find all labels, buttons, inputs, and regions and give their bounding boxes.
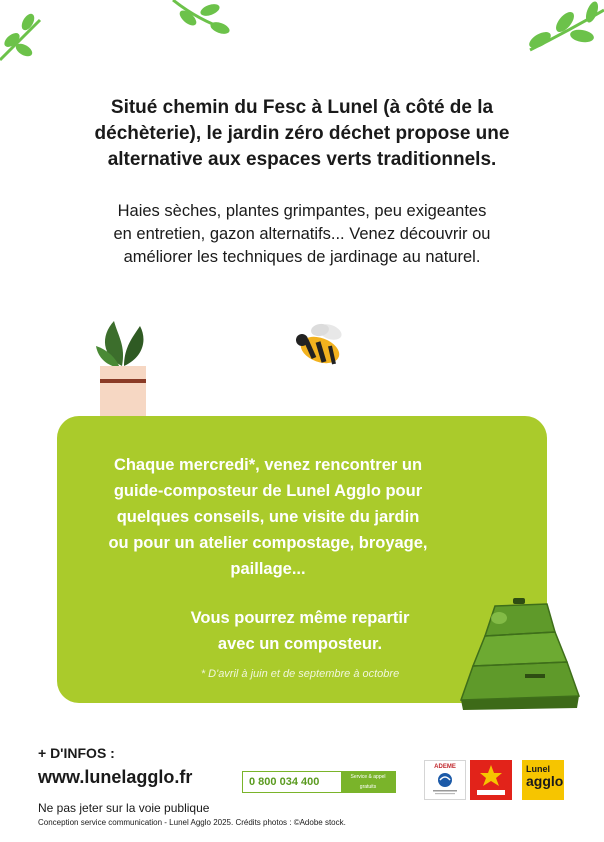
card-line: Vous pourrez même repartir — [190, 609, 410, 627]
card-footnote: * D'avril à juin et de septembre à octobre — [200, 668, 400, 680]
lunel-logo-line2: agglo — [526, 773, 564, 789]
card-line: avec un composteur. — [217, 635, 383, 653]
potted-plant-icon — [92, 316, 152, 420]
card-text-composter — [140, 605, 460, 657]
card-line: paillage... — [230, 560, 306, 578]
leaf-branch-center-icon — [168, 0, 238, 40]
ademe-logo — [424, 760, 466, 800]
intro-line: alternative aux espaces verts traditionnels. — [107, 149, 497, 170]
description-line: améliorer les techniques de jardinage au naturel. — [123, 248, 481, 266]
composter-icon — [455, 596, 583, 712]
website-link[interactable]: www.lunelagglo.fr — [38, 767, 193, 787]
cross-occitan-icon — [471, 761, 511, 799]
description-line: en entretien, gazon alternatifs... Venez découvrir ou — [113, 225, 491, 243]
lunel-logo-line1: Lunel — [526, 764, 550, 774]
credits-text: Conception service communication - Lunel Agglo 2025. Crédits photos : ©Adobe stock. — [38, 818, 346, 827]
intro-line: déchèterie), le jardin zéro déchet propose une — [94, 123, 510, 144]
phone-tag: Service & appel gratuits — [341, 772, 395, 792]
leaf-branch-left-icon — [0, 0, 70, 70]
ademe-emblem-icon — [425, 770, 465, 796]
card-line: Chaque mercredi*, venez rencontrer un — [113, 456, 423, 474]
leaf-branch-right-icon — [520, 0, 604, 60]
phone-badge[interactable] — [242, 771, 396, 793]
intro-text — [40, 95, 564, 173]
intro-line: Situé chemin du Fesc à Lunel (à côté de la — [110, 97, 494, 118]
phone-number: 0 800 034 400 — [249, 776, 320, 788]
card-line: quelques conseils, une visite du jardin — [116, 508, 420, 526]
disclaimer-text: Ne pas jeter sur la voie publique — [38, 801, 210, 815]
description-line: Haies sèches, plantes grimpantes, peu exigeantes — [117, 202, 487, 220]
bee-icon — [292, 322, 352, 368]
card-line: ou pour un atelier compostage, broyage, — [108, 534, 428, 552]
ademe-label: ADEME — [434, 764, 456, 770]
card-line: guide-composteur de Lunel Agglo pour — [113, 482, 423, 500]
description-text — [40, 200, 564, 269]
infos-title: + D'INFOS : — [38, 745, 115, 761]
lunel-agglo-logo — [522, 760, 564, 800]
card-text — [72, 452, 464, 582]
region-logo — [470, 760, 512, 800]
